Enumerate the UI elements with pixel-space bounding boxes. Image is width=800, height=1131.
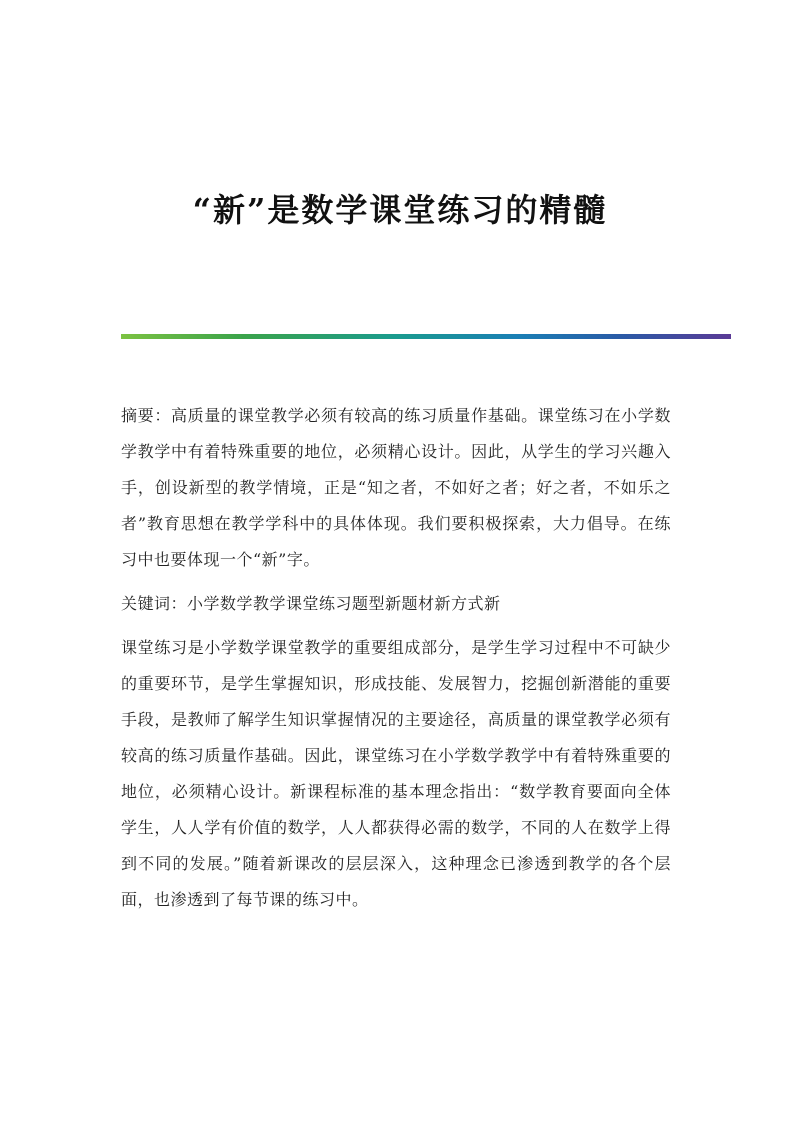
body-paragraph: 课堂练习是小学数学课堂教学的重要组成部分，是学生学习过程中不可缺少的重要环节，是学生掌握知识，形成技能、发展智力，挖掘创新潜能的重要手段，是教师了解学生知识掌握情况的主要途径，高质量的课堂教学必须有较高的练习质量作基础。因此，课堂练习在小学数学教学中有着特殊重要的地位，必须精心设计。新课程标准的基本理念指出：“数学教育要面向全体学生，人人学有价值的数学，人人都获得必需的数学，不同的人在数学上得到不同的发展。”随着新课改的层层深入，这种理念已渗透到教学的各个层面，也渗透到了每节课的练习中。: [121, 638, 671, 909]
document-body: [121, 398, 671, 926]
document-title: “新”是数学课堂练习的精髓: [192, 191, 608, 229]
title-divider: [121, 334, 731, 339]
abstract-paragraph: 摘要：高质量的课堂教学必须有较高的练习质量作基础。课堂练习在小学数学教学中有着特殊重要的地位，必须精心设计。因此，从学生的学习兴趣入手，创设新型的教学情境，正是“知之者，不如好之者；好之者，不如乐之者”教育思想在教学学科中的具体体现。我们要积极探索，大力倡导。在练习中也要体现一个“新”字。: [121, 406, 671, 569]
keywords-paragraph: 关键词：小学数学教学课堂练习题型新题材新方式新: [121, 594, 501, 613]
